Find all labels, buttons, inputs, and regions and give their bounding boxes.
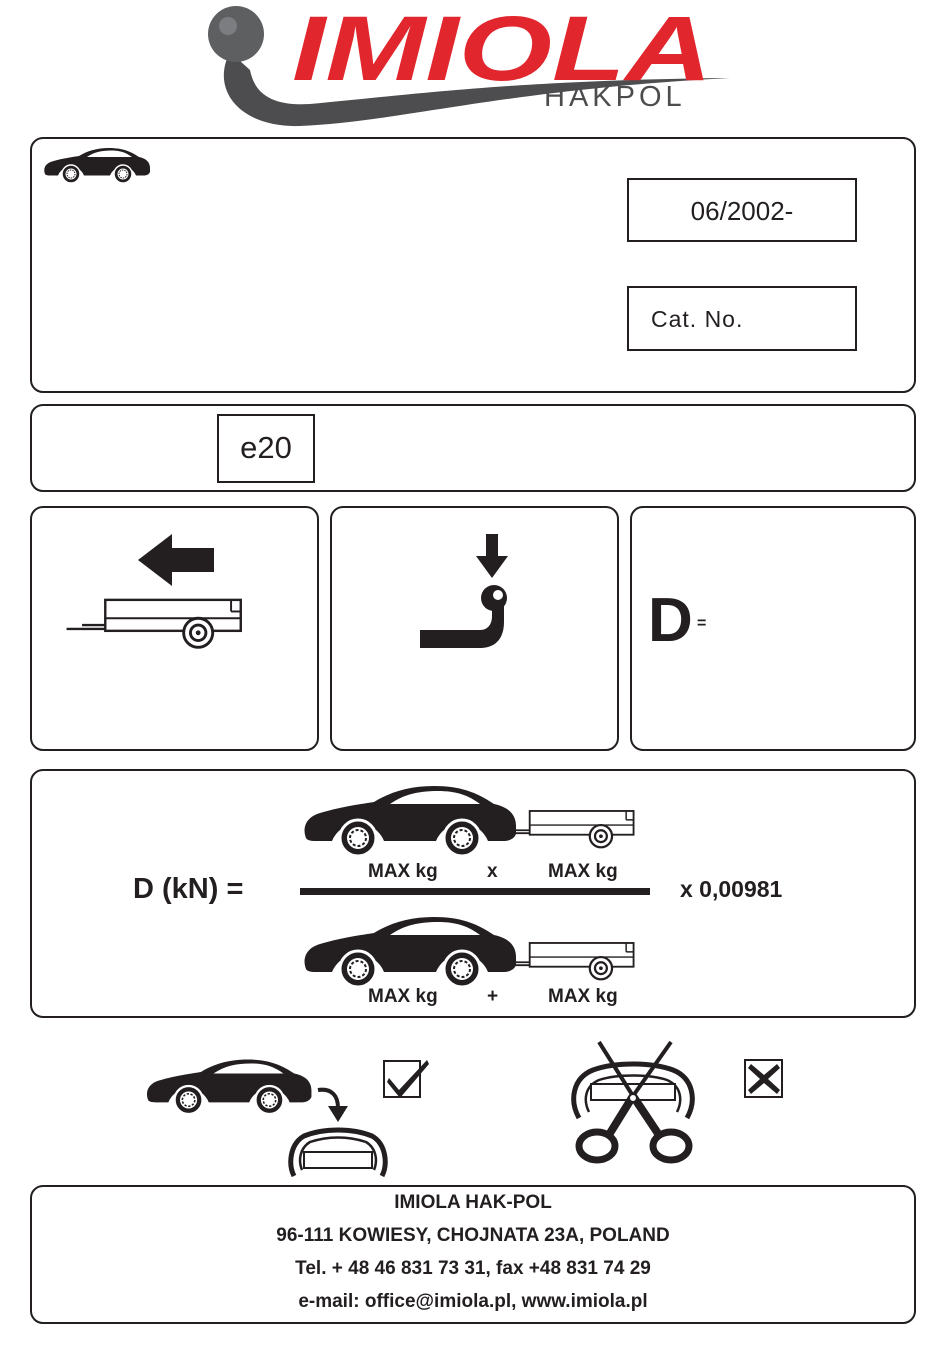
formula-lhs: D (kN) = xyxy=(133,873,244,905)
trailer-icon xyxy=(66,596,251,656)
date-box xyxy=(627,178,857,242)
trailer-icon xyxy=(498,808,643,854)
curved-arrow-icon xyxy=(316,1086,356,1128)
checkbox-checked-icon xyxy=(383,1058,431,1100)
arrow-down-icon xyxy=(476,534,508,578)
car-icon xyxy=(300,915,520,987)
cat-no-box xyxy=(627,286,857,351)
checkbox-cross-icon xyxy=(743,1058,785,1100)
car-icon xyxy=(300,784,520,856)
approval-panel xyxy=(30,404,916,492)
logo-sub-text: HAKPOL xyxy=(544,81,686,113)
towbar-icon xyxy=(418,582,508,652)
arrow-left-icon xyxy=(138,534,216,586)
d-value-equals: = xyxy=(697,615,707,632)
footer-address: 96-111 KOWIESY, CHOJNATA 23A, POLAND xyxy=(276,1225,670,1246)
fraction-bar xyxy=(300,888,650,895)
logo-brand-text: IMIOLA xyxy=(292,0,712,100)
car-icon xyxy=(138,1058,320,1114)
production-date: 06/2002- xyxy=(690,196,794,226)
vehicle-panel xyxy=(30,137,916,393)
denominator-operator: + xyxy=(487,986,499,1007)
formula-factor: x 0,00981 xyxy=(680,876,783,902)
d-value-label: D xyxy=(648,586,693,655)
scissors-icon xyxy=(567,1040,699,1168)
brand-logo xyxy=(200,0,740,135)
footer-company: IMIOLA HAK-POL xyxy=(394,1192,552,1213)
numerator-left: MAX kg xyxy=(368,861,438,882)
numerator-operator: x xyxy=(487,861,498,882)
approval-mark: e20 xyxy=(240,430,292,465)
footer-phone: Tel. + 48 46 831 73 31, fax +48 831 74 29 xyxy=(295,1258,651,1279)
denominator-right: MAX kg xyxy=(548,986,618,1007)
car-icon xyxy=(42,147,152,183)
numerator-right: MAX kg xyxy=(548,861,618,882)
trailer-icon xyxy=(498,940,643,986)
cat-no-label: Cat. No. xyxy=(651,306,744,332)
bumper-icon xyxy=(286,1126,390,1178)
denominator-left: MAX kg xyxy=(368,986,438,1007)
footer-email: e-mail: office@imiola.pl, www.imiola.pl xyxy=(298,1291,648,1312)
approval-mark-box xyxy=(217,414,315,483)
